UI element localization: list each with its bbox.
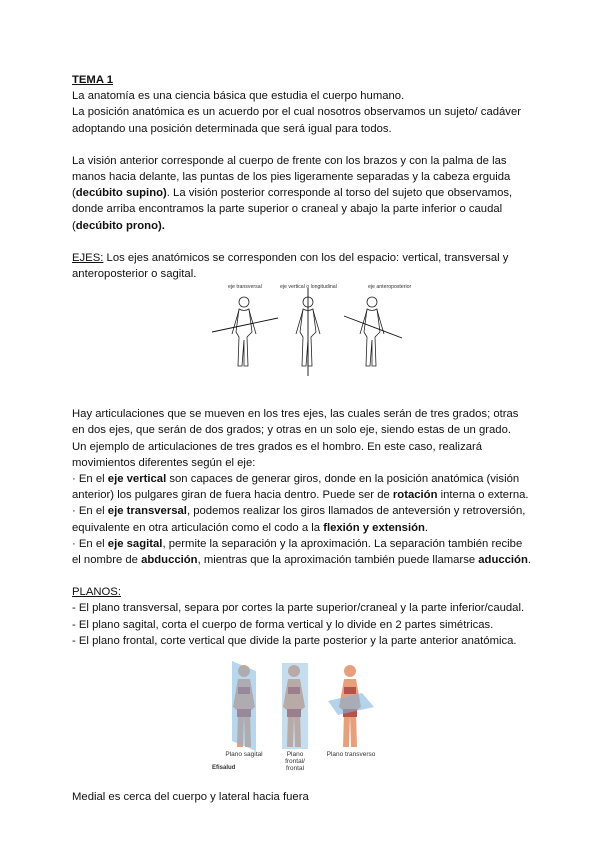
anteroposterior-axis-line [344, 316, 402, 338]
intro-line-1: La anatomía es una ciencia básica que estudia el cuerpo humano. [72, 90, 405, 103]
bullet-eje-transversal: · En el eje transversal, podemos realizar los giros llamados de anteversión y retroversión, equivalente en otra articulación como el codo a la flexión y extensión. [72, 505, 526, 534]
bullet-eje-vertical: · En el eje vertical son capaces de generar giros, donde en la posición anatómica (visión anterior) los pulgares giran de fuera hacia dentro. Puede ser de rotación interna o externa. [72, 473, 529, 502]
closing-line: Medial es cerca del cuerpo y lateral hacia fuera [72, 791, 309, 804]
ejes-heading: EJES: [72, 251, 104, 264]
axes-label-vertical: eje vertical o longitudinal [280, 284, 337, 291]
decubito-supino: decúbito supino) [75, 187, 167, 200]
plano-item-sagital: - El plano sagital, corta el cuerpo de forma vertical y lo divide en 2 partes simétricas. [72, 618, 494, 631]
planes-label-transverso: Plano transverso [326, 751, 376, 759]
planes-figure-credit: Efisalud [212, 765, 236, 772]
axes-illustration [72, 282, 532, 402]
axes-figure [72, 282, 532, 402]
body-figure-1 [232, 297, 256, 366]
plane-figure-transverso [328, 665, 374, 747]
axes-label-transversal: eje transversal [228, 284, 262, 291]
plano-item-transversal: - El plano transversal, separa por cortes la parte superior/craneal y la parte inferior/caudal. [72, 602, 525, 615]
articulaciones-p2: Un ejemplo de articulaciones de tres grados es el hombro. En este caso, realizará movimientos diferentes según el eje: [72, 440, 483, 469]
planes-label-sagital: Plano sagital [225, 751, 263, 759]
page-title: TEMA 1 [72, 74, 114, 86]
axes-label-anteroposterior: eje anteroposterior [368, 284, 412, 291]
ejes-paragraph: EJES: Los ejes anatómicos se corresponden con los del espacio: vertical, transversal y anteroposterior o sagital. [72, 251, 509, 281]
plane-figure-sagital [232, 661, 256, 751]
bullet-eje-sagital: · En el eje sagital, permite la separación y la aproximación. La separación también recibe el nombre de abducción, mientras que la aproximación también puede llamarse aducción. [72, 537, 531, 567]
transversal-axis-line [212, 318, 278, 332]
planes-label-frontal: Plano frontal/ frontal [285, 751, 305, 773]
body-figure-3 [360, 297, 384, 366]
articulaciones-p1: Hay articulaciones que se mueven en los tres ejes, las cuales serán de tres grados; otras en dos ejes, que serán de dos grados; y otras en un solo eje, siendo estas de un grado. [72, 408, 519, 437]
planos-heading: PLANOS: [72, 586, 121, 599]
vision-paragraph: La visión anterior corresponde al cuerpo de frente con los brazos y con la palma de las manos hacia delante, las puntas de los pies ligeramente separadas y la cabeza erguida (decúbito supino). La visión posterior corresponde al torso del sujeto que observamos, donde arriba encontramos la parte superior o craneal y abajo la parte inferior o caudal (decúbito prono). [72, 154, 513, 232]
planes-figure [72, 655, 532, 775]
document-body [72, 72, 532, 805]
plane-figure-frontal [282, 663, 308, 749]
decubito-prono: decúbito prono). [75, 219, 165, 232]
intro-line-2: La posición anatómica es un acuerdo por el cual nosotros observamos un sujeto/ cadáver adoptando una posición determinada que será igual para todos. [72, 106, 522, 135]
plano-item-frontal: - El plano frontal, corte vertical que divide la parte posterior y la parte anterior anatómica. [72, 634, 517, 647]
